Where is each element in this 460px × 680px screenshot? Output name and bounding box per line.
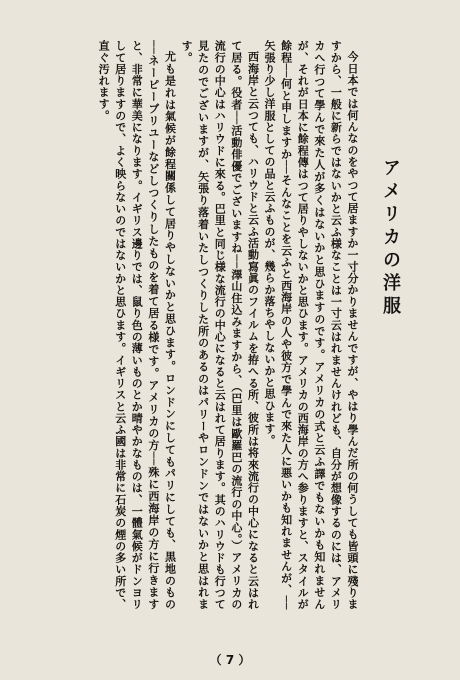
page-number: （ 7 ）	[209, 653, 251, 667]
article-body	[40, 40, 360, 610]
paragraph: 今日本では何んなのをやつて居ますか一寸分かりませんですが、やはり學んだ所の何うしても皆頭に殘りますから、一般に新らではないかと云ふ様なことは一寸云はれませんけれども、自分が想像するのには、アメリカへ行つて學んで來た人が多くはないかと思ひますのです。アメリカの式と云ふ譯でもないかも知れませんが、それが日本に餘程傳はつて居りやしないかと思ひます。アメリカの西海岸の方へ参りますと、スタイルが餘程──何と申しますか──そんなことを云ふと西海岸の人や彼方で學んで來た人に悪いかも知れませんが、──矢張り少し洋服としての品と云ふものが、幾らか落ちやしないかと思ひます。	[263, 40, 359, 610]
article-title: アメリカの洋服	[380, 158, 401, 319]
paragraph: 西海岸と云つても、ハリウドと云ふ活動寫眞のフイルムを拵へる所、彼所は将來流行の中心になると云はれて居る。役者──活動俳優でございますね──澤山住込みますから、（巴里は歐羅巴の流行の中心。）アメリカの流行の中心はハリウドに來る。巴里と同じ様な流行の中心になると云はれて居ります。其のハリウドも行つて見たのでございますが、矢張り落着いたしつくりした所のあるのはパリーやロンドンではないかと思はれます。	[180, 40, 260, 610]
paragraph: 尤も是れは氣候が餘程關係して居りやしないかと思ひます。ロンドンにしてもパリにしても、黒地のもの──ネーピーブリユーなどしつくりしたものを着て居る様です。アメリカの方──殊に西海岸の方に行きますと、非常に華美になります。イギリス邊りでは、鼠り色の薄いものとか晴やかなものは、一體氣候がドンヨリして居りますので、よく映らないのではないかと思ひます。イギリスと云ふ國は非常に石炭の煙の多い所で、直ぐ汚れます。	[97, 40, 177, 610]
